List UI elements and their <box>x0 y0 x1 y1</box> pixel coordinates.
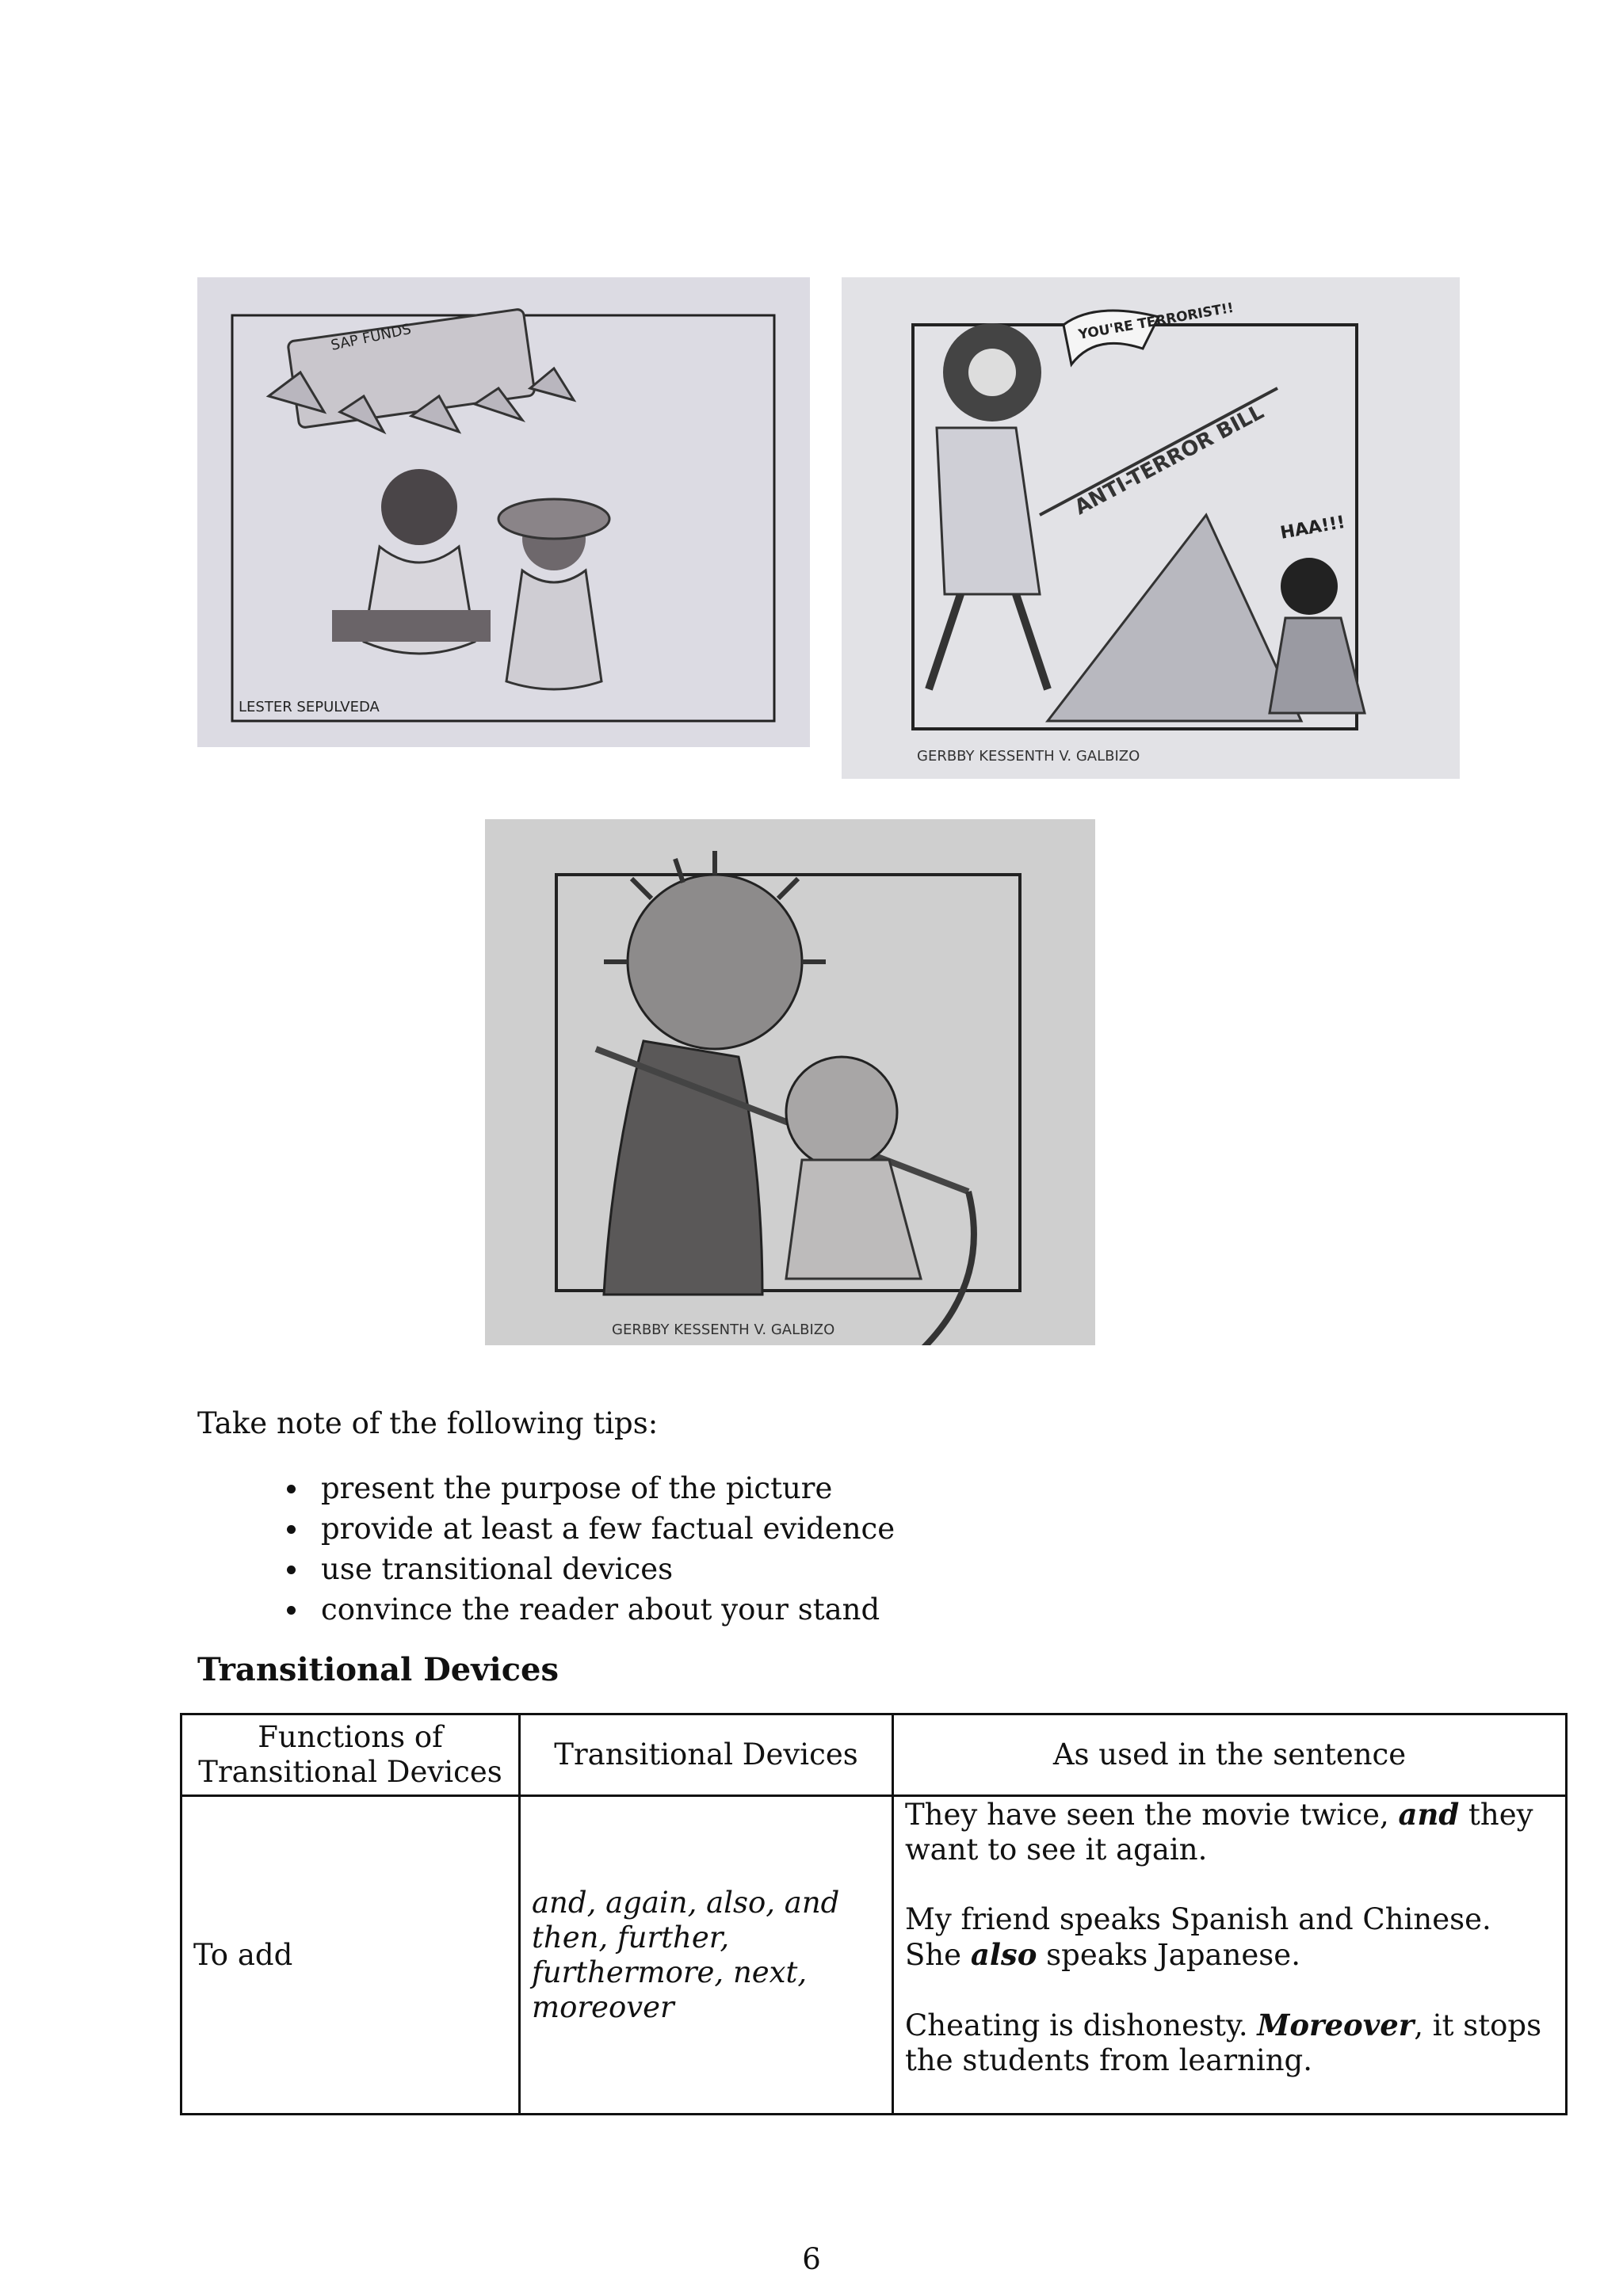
example-keyword: Moreover <box>1257 2008 1415 2042</box>
examples-cell <box>893 1796 1567 2115</box>
cartoon-sap-funds-drawing <box>197 277 810 747</box>
devices-cell: and, again, also, and then, further, furthermore, next, moreover <box>520 1796 893 2115</box>
table-row <box>181 1796 1567 2115</box>
editorial-cartoon-anti-terror-bill <box>842 277 1460 779</box>
haa-exclamation: HAA!!! <box>1278 512 1347 543</box>
tips-list <box>254 1468 895 1630</box>
cartoon-2-signature: GERBBY KESSENTH V. GALBIZO <box>917 748 1140 765</box>
speech-bubble-text: YOU'RE TERRORIST!! <box>1077 299 1235 343</box>
anti-terror-bill-label: ANTI-TERROR BILL <box>1071 399 1268 521</box>
cartoon-3-signature: GERBBY KESSENTH V. GALBIZO <box>612 1322 835 1338</box>
example-keyword: and <box>1398 1797 1460 1832</box>
example-text: They have seen the movie twice, <box>905 1798 1399 1832</box>
tip-item: use transitional devices <box>254 1549 895 1589</box>
header-devices: Transitional Devices <box>520 1714 893 1796</box>
example-keyword: also <box>970 1937 1037 1972</box>
tips-intro: Take note of the following tips: <box>197 1406 659 1440</box>
header-functions: Functions of Transitional Devices <box>181 1714 520 1796</box>
example-text: , it stops the students from learning. <box>905 2008 1542 2077</box>
tip-item: provide at least a few factual evidence <box>254 1508 895 1549</box>
example-sentence <box>905 2008 1554 2078</box>
function-cell: To add <box>181 1796 520 2115</box>
cartoon-virus-reaper-drawing <box>485 819 1095 1345</box>
table-header-row <box>181 1714 1567 1796</box>
example-text: they want to see it again. <box>905 1798 1533 1867</box>
tip-item: present the purpose of the picture <box>254 1468 895 1508</box>
editorial-cartoon-virus-reaper <box>485 819 1095 1345</box>
page-number: 6 <box>802 2242 821 2276</box>
example-text: Cheating is dishonesty. <box>905 2008 1258 2042</box>
tip-item: convince the reader about your stand <box>254 1589 895 1630</box>
cartoon-anti-terror-drawing <box>842 277 1460 779</box>
example-sentence <box>905 1902 1554 1973</box>
section-title: Transitional Devices <box>197 1651 559 1688</box>
header-usage: As used in the sentence <box>893 1714 1567 1796</box>
sap-funds-label: SAP FUNDS <box>329 320 413 354</box>
example-text: speaks Japanese. <box>1037 1938 1300 1972</box>
example-text: My friend speaks Spanish and Chinese. She <box>905 1902 1491 1972</box>
transitional-devices-table <box>180 1713 1568 2115</box>
example-sentence <box>905 1797 1554 1867</box>
cartoon-1-signature: LESTER SEPULVEDA <box>239 699 380 715</box>
editorial-cartoon-sap-funds <box>197 277 810 747</box>
